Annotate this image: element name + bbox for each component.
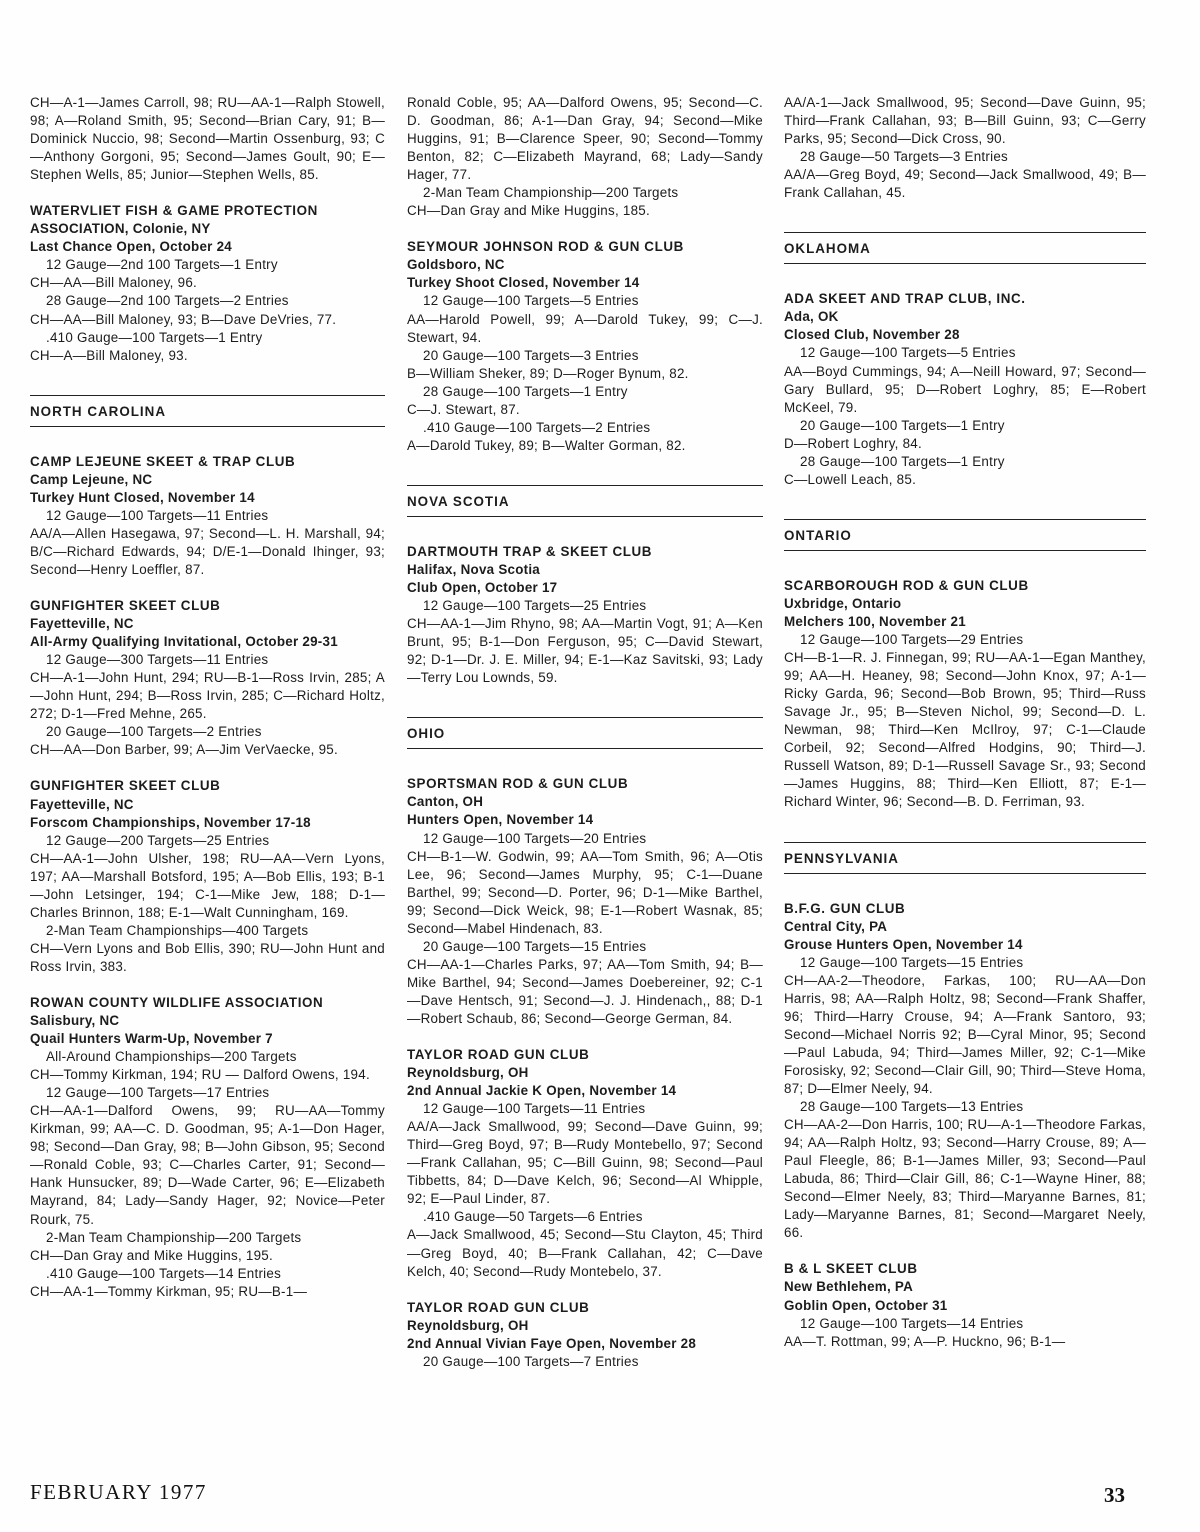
club-location: Fayetteville, NC: [30, 796, 134, 812]
club-location: Goldsboro, NC: [407, 257, 505, 273]
event-category: 28 Gauge—100 Targets—1 Entry: [800, 453, 1005, 469]
results-text: CH—Dan Gray and Mike Huggins, 185.: [407, 203, 650, 219]
results-text: AA/A—Allen Hasegawa, 97; Second—L. H. Marshall, 94; B/C—Richard Edwards, 94; D/E-1—Donald Ihinger, 93; Second—Henry Loeffler, 87.: [30, 525, 385, 577]
event-category: 28 Gauge—100 Targets—13 Entries: [800, 1099, 1024, 1115]
event-category: 20 Gauge—100 Targets—1 Entry: [800, 417, 1005, 433]
results-text: CH—AA-1—Dalford Owens, 99; RU—AA—Tommy Kirkman, 99; AA—C. D. Goodman, 95; A-1—Don Hager, 98; Second—Dan Gray, 98; B—John Gibson, 95; Second—Ronald Coble, 93; C—Charles Carter, 91; Second—Hank Hunsucker, 89; D—Wade Carter, 96; E—Elizabeth Mayrand, 84; Lady—Sandy Hager, 92; Novice—Peter Rourk, 75.: [30, 1103, 385, 1227]
results-text: CH—AA—Don Barber, 99; A—Jim VerVaecke, 95.: [30, 742, 338, 758]
results-text: CH—B-1—R. J. Finnegan, 99; RU—AA-1—Egan Manthey, 99; AA—H. Heaney, 98; Second—John Knox, 97; A-1—Ricky Garda, 96; Second—Bob Brown, 95; Third—Russ Savage Jr., 95; B—Steven Nichol, 99; Second—D. L. Newman, 98; Third—Ken McIlroy, 97; C-1—Claude Corbeil, 92; Second—Alfred Hodgins, 90; Third—J. Russell Watson, 89; D-1—Russell Savage Sr., 93; Second—James Huggins, 88; Third—Ken Elliott, 87; E-1—Richard Winter, 96; Second—B. D. Ferriman, 93.: [784, 650, 1146, 810]
club-name: SEYMOUR JOHNSON ROD & GUN CLUB: [407, 239, 684, 255]
event-category: 12 Gauge—2nd 100 Targets—1 Entry: [46, 257, 278, 273]
event-title: Last Chance Open, October 24: [30, 239, 232, 255]
event-category: .410 Gauge—100 Targets—2 Entries: [423, 419, 651, 435]
event-title: 2nd Annual Jackie K Open, November 14: [407, 1083, 677, 1099]
event-category: 2-Man Team Championship—200 Targets: [423, 185, 679, 201]
state-heading: OHIO: [407, 717, 763, 749]
column-1: [30, 94, 385, 1301]
event-category: 20 Gauge—100 Targets—2 Entries: [46, 724, 262, 740]
club-location: Salisbury, NC: [30, 1013, 120, 1029]
results-text: AA/A—Jack Smallwood, 99; Second—Dave Guinn, 99; Third—Greg Boyd, 97; B—Rudy Montebello, 97; Second—Frank Callahan, 95; C—Bill Guinn, 98; Second—Paul Tibbetts, 84; D—Dave Kelch, 96; Second—Al Whipple, 92; E—Paul Linder, 87.: [407, 1119, 763, 1207]
club-header: [30, 597, 385, 651]
event-category: 28 Gauge—50 Targets—3 Entries: [800, 149, 1008, 165]
results-text: AA/A-1—Jack Smallwood, 95; Second—Dave Guinn, 95; Third—Frank Callahan, 93; B—Bill Guinn, 93; C—Gerry Parks, 95; Second—Dick Cross, 90.: [784, 95, 1146, 147]
results-text: AA—Harold Powell, 99; A—Darold Tukey, 99; C—J. Stewart, 94.: [407, 311, 763, 345]
club-header: [30, 994, 385, 1048]
club-name: GUNFIGHTER SKEET CLUB: [30, 778, 221, 794]
results-text: CH—AA-1—Tommy Kirkman, 95; RU—B-1—: [30, 1283, 308, 1299]
club-location: ASSOCIATION, Colonie, NY: [30, 221, 211, 237]
event-category: 20 Gauge—100 Targets—3 Entries: [423, 347, 639, 363]
event-title: Turkey Shoot Closed, November 14: [407, 275, 640, 291]
results-text: CH—AA-2—Theodore, Farkas, 100; RU—AA—Don Harris, 98; AA—Ralph Holtz, 98; Second—Frank Shaffer, 96; Third—Harry Crouse, 94; A—Frank Santoro, 93; Second—Michael Norris 92; B—Cyral Minor, 95; Second—Paul Labuda, 94; Third—James Miller, 92; C-1—Mike Forosisky, 92; Second—Clair Gill, 90; Third—Steve Homa, 87; D—Elmer Neely, 94.: [784, 972, 1146, 1097]
event-category: 20 Gauge—100 Targets—15 Entries: [423, 938, 647, 954]
event-category: .410 Gauge—50 Targets—6 Entries: [423, 1209, 643, 1225]
state-heading: NORTH CAROLINA: [30, 395, 385, 427]
results-text: C—Lowell Leach, 85.: [784, 471, 917, 487]
club-header: [30, 202, 385, 256]
results-text: A—Jack Smallwood, 45; Second—Stu Clayton, 45; Third—Greg Boyd, 40; B—Frank Callahan, 42; C—Dave Kelch, 40; Second—Rudy Montebelo, 37.: [407, 1227, 763, 1279]
club-location: Ada, OK: [784, 309, 839, 325]
results-text: A—Darold Tukey, 89; B—Walter Gorman, 82.: [407, 437, 686, 453]
club-name: CAMP LEJEUNE SKEET & TRAP CLUB: [30, 453, 296, 469]
results-text: CH—A—Bill Maloney, 93.: [30, 347, 188, 363]
results-text: CH—AA-1—Charles Parks, 97; AA—Tom Smith, 94; B—Mike Barthel, 94; Second—James Doebereiner, 92; C-1—Dave Hentsch, 91; Second—J. J. Hindenach,, 88; D-1—Robert Schaub, 86; Second—George German, 84.: [407, 956, 763, 1026]
event-category: All-Around Championships—200 Targets: [46, 1049, 297, 1065]
event-title: Closed Club, November 28: [784, 327, 960, 343]
column-2: [407, 94, 763, 1371]
club-header: [30, 777, 385, 831]
event-title: Turkey Hunt Closed, November 14: [30, 489, 255, 505]
club-name: TAYLOR ROAD GUN CLUB: [407, 1299, 590, 1315]
column-3: [784, 94, 1146, 1351]
club-header: [784, 900, 1146, 954]
event-category: .410 Gauge—100 Targets—1 Entry: [46, 329, 263, 345]
event-title: All-Army Qualifying Invitational, October 29-31: [30, 634, 338, 650]
club-header: [30, 453, 385, 507]
results-text: AA/A—Greg Boyd, 49; Second—Jack Smallwood, 49; B—Frank Callahan, 45.: [784, 167, 1146, 201]
club-location: Central City, PA: [784, 918, 888, 934]
club-name: B & L SKEET CLUB: [784, 1261, 918, 1277]
event-category: 12 Gauge—100 Targets—11 Entries: [46, 507, 269, 523]
results-text: Ronald Coble, 95; AA—Dalford Owens, 95; Second—C. D. Goodman, 86; A-1—Dan Gray, 94; Second—Mike Huggins, 91; B—Clarence Speer, 90; Second—Tommy Benton, 82; C—Elizabeth Mayrand, 68; Lady—Sandy Hager, 77.: [407, 95, 763, 183]
club-location: Reynoldsburg, OH: [407, 1317, 529, 1333]
results-text: CH—Tommy Kirkman, 194; RU — Dalford Owens, 194.: [30, 1067, 370, 1083]
event-category: 2-Man Team Championships—400 Targets: [46, 922, 309, 938]
results-text: C—J. Stewart, 87.: [407, 401, 520, 417]
event-title: Club Open, October 17: [407, 580, 558, 596]
club-location: Reynoldsburg, OH: [407, 1065, 529, 1081]
club-location: Fayetteville, NC: [30, 616, 134, 632]
results-text: B—William Sheker, 89; D—Roger Bynum, 82.: [407, 365, 689, 381]
results-text: CH—AA-2—Don Harris, 100; RU—A-1—Theodore Farkas, 94; AA—Ralph Holtz, 93; Second—Harry Crouse, 89; A—Paul Fleegle, 86; B-1—James Miller, 93; Second—Paul Labuda, 86; Third—Clair Gill, 86; C-1—Wayne Hiner, 88; Second—Elmer Neely, 83; Third—Maryanne Barnes, 81; Lady—Maryanne Barnes, 81; Second—Margaret Neely, 66.: [784, 1117, 1146, 1241]
event-category: .410 Gauge—100 Targets—14 Entries: [46, 1265, 282, 1281]
event-title: Forscom Championships, November 17-18: [30, 814, 311, 830]
event-category: 12 Gauge—100 Targets—14 Entries: [800, 1315, 1024, 1331]
event-category: 28 Gauge—2nd 100 Targets—2 Entries: [46, 293, 289, 309]
page-number: 33: [1104, 1483, 1125, 1507]
event-title: Melchers 100, November 21: [784, 613, 966, 629]
event-title: Goblin Open, October 31: [784, 1297, 948, 1313]
club-header: [784, 1260, 1146, 1314]
event-category: 12 Gauge—200 Targets—25 Entries: [46, 832, 270, 848]
club-header: [407, 775, 763, 829]
event-category: 12 Gauge—100 Targets—25 Entries: [423, 598, 647, 614]
club-name: B.F.G. GUN CLUB: [784, 900, 906, 916]
results-text: CH—AA-1—Jim Rhyno, 98; AA—Martin Vogt, 91; A—Ken Brunt, 95; B-1—Don Ferguson, 95; C—David Stewart, 92; D-1—Dr. J. E. Miller, 94; E-1—Kaz Savitski, 93; Lady—Terry Lou Lownds, 59.: [407, 616, 763, 686]
event-category: 12 Gauge—100 Targets—20 Entries: [423, 830, 647, 846]
club-name: TAYLOR ROAD GUN CLUB: [407, 1047, 590, 1063]
results-text: CH—Dan Gray and Mike Huggins, 195.: [30, 1247, 273, 1263]
state-heading: NOVA SCOTIA: [407, 485, 763, 517]
event-category: 12 Gauge—100 Targets—5 Entries: [423, 293, 639, 309]
club-header: [407, 1046, 763, 1100]
event-category: 2-Man Team Championship—200 Targets: [46, 1229, 302, 1245]
club-location: Canton, OH: [407, 794, 484, 810]
event-category: 12 Gauge—100 Targets—29 Entries: [800, 632, 1024, 648]
results-text: CH—AA—Bill Maloney, 93; B—Dave DeVries, 77.: [30, 311, 337, 327]
club-header: [407, 1299, 763, 1353]
results-text: CH—AA-1—John Ulsher, 198; RU—AA—Vern Lyons, 197; AA—Marshall Botsford, 195; A—Bob Ellis, 193; B-1—John Letsinger, 194; C-1—Mike Jew, 188; D-1—Charles Brinnon, 188; E-1—Walt Cunningham, 169.: [30, 850, 385, 920]
event-category: 28 Gauge—100 Targets—1 Entry: [423, 383, 628, 399]
results-text: CH—A-1—James Carroll, 98; RU—AA-1—Ralph Stowell, 98; A—Roland Smith, 95; Second—Brian Cary, 91; B—Dominick Nuccio, 98; Second—Martin Ossenburg, 93; C—Anthony Gorgoni, 95; Second—James Goult, 90; E—Stephen Wells, 85; Junior—Stephen Wells, 85.: [30, 95, 385, 183]
club-name: WATERVLIET FISH & GAME PROTECTION: [30, 203, 318, 219]
event-category: 12 Gauge—300 Targets—11 Entries: [46, 652, 269, 668]
event-title: Quail Hunters Warm-Up, November 7: [30, 1031, 273, 1047]
results-text: CH—AA—Bill Maloney, 96.: [30, 275, 197, 291]
results-text: CH—B-1—W. Godwin, 99; AA—Tom Smith, 96; A—Otis Lee, 96; Second—James Murphy, 95; C-1—Duane Barthel, 99; Second—D. Porter, 96; D-1—Mike Barthel, 99; Second—Dick Weick, 98; E-1—Robert Wasnak, 85; Second—Mabel Hindenach, 83.: [407, 848, 763, 936]
state-heading: ONTARIO: [784, 519, 1146, 551]
results-text: D—Robert Loghry, 84.: [784, 435, 922, 451]
club-location: Uxbridge, Ontario: [784, 595, 902, 611]
club-header: [407, 543, 763, 597]
club-name: ROWAN COUNTY WILDLIFE ASSOCIATION: [30, 994, 324, 1010]
results-text: AA—T. Rottman, 99; A—P. Huckno, 96; B-1—: [784, 1333, 1066, 1349]
club-header: [784, 290, 1146, 344]
club-name: GUNFIGHTER SKEET CLUB: [30, 598, 221, 614]
club-header: [407, 238, 763, 292]
club-header: [784, 577, 1146, 631]
club-location: Halifax, Nova Scotia: [407, 561, 541, 577]
event-category: 12 Gauge—100 Targets—17 Entries: [46, 1085, 270, 1101]
club-name: SCARBOROUGH ROD & GUN CLUB: [784, 577, 1029, 593]
event-title: 2nd Annual Vivian Faye Open, November 28: [407, 1335, 697, 1351]
club-name: SPORTSMAN ROD & GUN CLUB: [407, 776, 629, 792]
results-text: CH—A-1—John Hunt, 294; RU—B-1—Ross Irvin, 285; A—John Hunt, 294; B—Ross Irvin, 285; C—Richard Holtz, 272; D-1—Fred Mehne, 265.: [30, 670, 385, 722]
event-title: Grouse Hunters Open, November 14: [784, 936, 1023, 952]
event-category: 12 Gauge—100 Targets—15 Entries: [800, 954, 1024, 970]
club-name: DARTMOUTH TRAP & SKEET CLUB: [407, 543, 653, 559]
event-title: Hunters Open, November 14: [407, 812, 594, 828]
issue-date: FEBRUARY 1977: [30, 1480, 207, 1504]
event-category: 12 Gauge—100 Targets—5 Entries: [800, 345, 1016, 361]
club-location: New Bethlehem, PA: [784, 1279, 914, 1295]
state-heading: OKLAHOMA: [784, 232, 1146, 264]
results-text: CH—Vern Lyons and Bob Ellis, 390; RU—John Hunt and Ross Irvin, 383.: [30, 940, 385, 974]
event-category: 12 Gauge—100 Targets—11 Entries: [423, 1101, 646, 1117]
event-category: 20 Gauge—100 Targets—7 Entries: [423, 1353, 639, 1369]
club-name: ADA SKEET AND TRAP CLUB, INC.: [784, 291, 1026, 307]
results-text: AA—Boyd Cummings, 94; A—Neill Howard, 97; Second—Gary Bullard, 95; D—Robert Loghry, 85; E—Robert McKeel, 79.: [784, 363, 1146, 415]
club-location: Camp Lejeune, NC: [30, 471, 153, 487]
state-heading: PENNSYLVANIA: [784, 842, 1146, 874]
